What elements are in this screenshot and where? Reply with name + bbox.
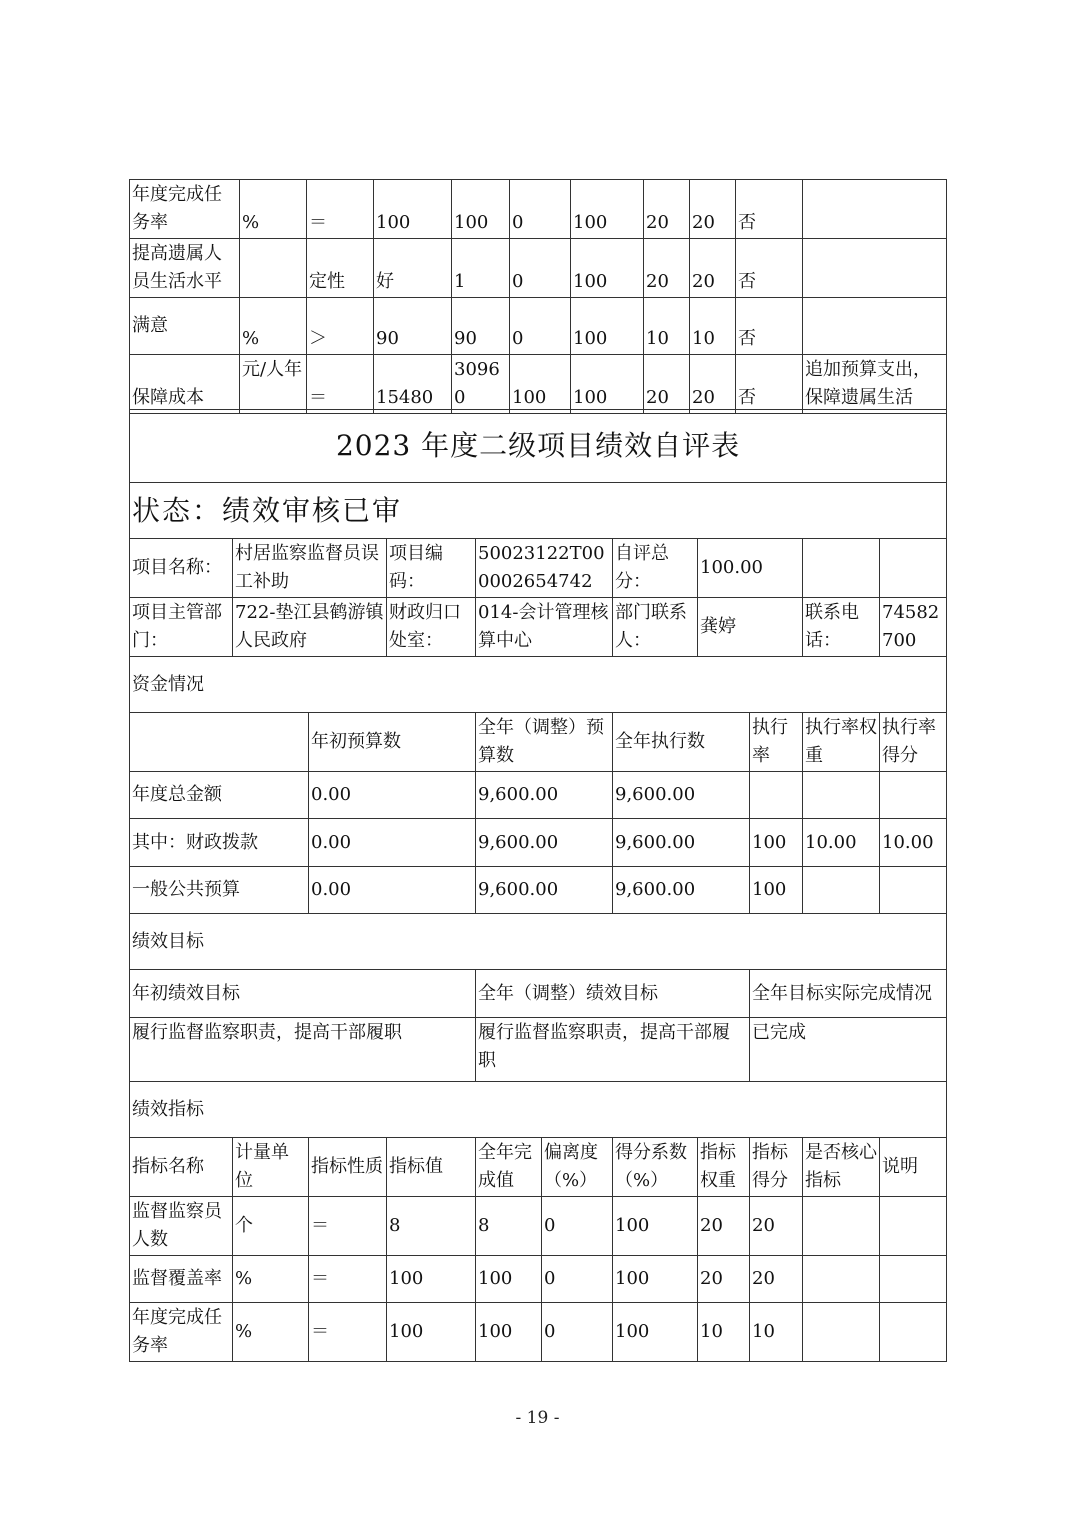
finance-office: 014-会计管理核算中心	[476, 598, 613, 657]
indicator-weight: 10	[644, 298, 690, 355]
header-indicator-name: 指标名称	[130, 1138, 233, 1197]
form-title: 2023 年度二级项目绩效自评表	[130, 410, 947, 483]
project-info-row	[130, 539, 947, 598]
indicator-coef: 100	[613, 1197, 698, 1256]
indicator-note: 追加预算支出，保障遗属生活	[803, 355, 947, 414]
indicator-core: 否	[736, 239, 803, 298]
indicator-weight: 20	[698, 1197, 750, 1256]
indicator-note	[880, 1256, 947, 1303]
initial-goal: 履行监督监察职责，提高干部履职	[130, 1018, 476, 1082]
indicator-score: 20	[690, 239, 736, 298]
indicator-deviation: 0	[510, 180, 571, 239]
funds-section-title: 资金情况	[130, 657, 947, 713]
finance-label: 财政归口处室：	[387, 598, 476, 657]
project-code-label: 项目编码：	[387, 539, 476, 598]
status-text: 状态：绩效审核已审	[130, 483, 947, 539]
project-name: 村居监察监督员误工补助	[233, 539, 387, 598]
indicator-nature: ＝	[307, 180, 374, 239]
funds-score: 10.00	[880, 819, 947, 867]
funds-executed: 9,600.00	[613, 867, 750, 914]
header-initial-budget: 年初预算数	[309, 713, 476, 772]
funds-row-label: 其中：财政拨款	[130, 819, 309, 867]
title-row	[130, 410, 947, 483]
funds-score	[880, 772, 947, 819]
indicator-unit: %	[233, 1256, 309, 1303]
indicator-note	[803, 239, 947, 298]
header-exec-rate: 执行率	[750, 713, 803, 772]
indicator-score: 20	[690, 355, 736, 414]
indicator-target: 8	[387, 1197, 476, 1256]
indicator-unit: %	[240, 298, 307, 355]
indicator-coef: 100	[613, 1303, 698, 1362]
funds-rate: 100	[750, 867, 803, 914]
indicator-coef: 100	[613, 1256, 698, 1303]
indicator-name: 保障成本	[130, 355, 240, 414]
dept: 722-垫江县鹤游镇人民政府	[233, 598, 387, 657]
header-note: 说明	[880, 1138, 947, 1197]
phone-number: 74582700	[880, 598, 947, 657]
indicator-target: 100	[387, 1303, 476, 1362]
indicators-header-row	[130, 1138, 947, 1197]
indicator-name: 监督覆盖率	[130, 1256, 233, 1303]
indicator-core: 否	[736, 298, 803, 355]
table-row	[130, 772, 947, 819]
header-weight: 指标权重	[698, 1138, 750, 1197]
header-actual-completion: 全年目标实际完成情况	[750, 970, 947, 1018]
funds-executed: 9,600.00	[613, 772, 750, 819]
dept-label: 项目主管部门：	[130, 598, 233, 657]
header-target: 指标值	[387, 1138, 476, 1197]
empty-cell	[880, 539, 947, 598]
table-row	[130, 1256, 947, 1303]
self-score-label: 自评总分：	[613, 539, 698, 598]
funds-initial: 0.00	[309, 819, 476, 867]
indicator-core	[803, 1256, 880, 1303]
indicator-core: 否	[736, 355, 803, 414]
funds-row-label: 一般公共预算	[130, 867, 309, 914]
indicator-target: 100	[374, 180, 452, 239]
department-info-row	[130, 598, 947, 657]
indicator-weight: 10	[698, 1303, 750, 1362]
table-row	[130, 1197, 947, 1256]
header-adjusted-budget: 全年（调整）预算数	[476, 713, 613, 772]
indicator-target: 15480	[374, 355, 452, 414]
funds-row-label: 年度总金额	[130, 772, 309, 819]
funds-weight: 10.00	[803, 819, 880, 867]
table-row	[130, 867, 947, 914]
funds-initial: 0.00	[309, 867, 476, 914]
indicator-name: 监督监察员人数	[130, 1197, 233, 1256]
indicator-deviation: 100	[510, 355, 571, 414]
indicator-score: 20	[690, 180, 736, 239]
phone-label: 联系电话：	[803, 598, 880, 657]
page-number: - 19 -	[515, 1408, 560, 1428]
indicator-deviation: 0	[510, 298, 571, 355]
indicator-core	[803, 1303, 880, 1362]
indicator-target: 90	[374, 298, 452, 355]
indicator-score: 10	[690, 298, 736, 355]
indicator-unit: %	[233, 1303, 309, 1362]
goals-header-row	[130, 970, 947, 1018]
section-row	[130, 657, 947, 713]
funds-adjusted: 9,600.00	[476, 819, 613, 867]
indicator-deviation: 0	[542, 1303, 613, 1362]
empty-cell	[130, 713, 309, 772]
indicator-target: 好	[374, 239, 452, 298]
indicator-note	[803, 298, 947, 355]
table-row	[130, 1303, 947, 1362]
header-unit: 计量单位	[233, 1138, 309, 1197]
funds-adjusted: 9,600.00	[476, 867, 613, 914]
indicator-weight: 20	[644, 180, 690, 239]
section-row	[130, 914, 947, 970]
indicator-actual: 90	[452, 298, 510, 355]
empty-cell	[803, 539, 880, 598]
indicator-name: 满意	[130, 298, 240, 355]
status-row	[130, 483, 947, 539]
indicator-score: 10	[750, 1303, 803, 1362]
funds-weight	[803, 772, 880, 819]
indicator-unit: 元/人年	[240, 355, 307, 414]
goals-section-title: 绩效目标	[130, 914, 947, 970]
indicator-unit: %	[240, 180, 307, 239]
indicator-unit: 个	[233, 1197, 309, 1256]
indicator-weight: 20	[644, 239, 690, 298]
table-row	[130, 355, 947, 414]
funds-score	[880, 867, 947, 914]
indicator-nature: ＝	[309, 1256, 387, 1303]
header-score: 指标得分	[750, 1138, 803, 1197]
table-row	[130, 180, 947, 239]
indicator-weight: 20	[644, 355, 690, 414]
header-core: 是否核心指标	[803, 1138, 880, 1197]
funds-executed: 9,600.00	[613, 819, 750, 867]
indicator-actual: 30960	[452, 355, 510, 414]
indicators-section-title: 绩效指标	[130, 1082, 947, 1138]
actual-completion: 已完成	[750, 1018, 947, 1082]
header-rate-weight: 执行率权重	[803, 713, 880, 772]
funds-adjusted: 9,600.00	[476, 772, 613, 819]
indicator-core	[803, 1197, 880, 1256]
self-score: 100.00	[698, 539, 803, 598]
indicator-coef: 100	[571, 180, 644, 239]
indicator-deviation: 0	[542, 1256, 613, 1303]
indicator-nature: 定性	[307, 239, 374, 298]
indicator-nature: ＝	[307, 355, 374, 414]
contact-label: 部门联系人：	[613, 598, 698, 657]
header-adjusted-goal: 全年（调整）绩效目标	[476, 970, 750, 1018]
funds-initial: 0.00	[309, 772, 476, 819]
table-row	[130, 298, 947, 355]
indicator-name: 提高遗属人员生活水平	[130, 239, 240, 298]
indicator-coef: 100	[571, 298, 644, 355]
funds-header-row	[130, 713, 947, 772]
header-nature: 指标性质	[309, 1138, 387, 1197]
indicator-nature: ＝	[309, 1303, 387, 1362]
contact-person: 龚婷	[698, 598, 803, 657]
indicator-deviation: 0	[510, 239, 571, 298]
project-name-label: 项目名称：	[130, 539, 233, 598]
indicator-target: 100	[387, 1256, 476, 1303]
header-executed: 全年执行数	[613, 713, 750, 772]
section-row	[130, 1082, 947, 1138]
funds-rate: 100	[750, 819, 803, 867]
indicator-core: 否	[736, 180, 803, 239]
indicator-nature: ＝	[309, 1197, 387, 1256]
indicator-actual: 100	[476, 1303, 542, 1362]
indicator-note	[803, 180, 947, 239]
header-deviation: 偏离度（%）	[542, 1138, 613, 1197]
indicator-note	[880, 1303, 947, 1362]
indicator-weight: 20	[698, 1256, 750, 1303]
indicator-name: 年度完成任务率	[130, 1303, 233, 1362]
continued-indicator-table	[129, 179, 947, 414]
adjusted-goal: 履行监督监察职责，提高干部履职	[476, 1018, 750, 1082]
indicator-score: 20	[750, 1256, 803, 1303]
indicator-deviation: 0	[542, 1197, 613, 1256]
project-code: 50023122T000002654742	[476, 539, 613, 598]
funds-weight	[803, 867, 880, 914]
header-actual: 全年完成值	[476, 1138, 542, 1197]
table-row	[130, 239, 947, 298]
self-evaluation-form	[129, 409, 947, 1362]
indicator-actual: 8	[476, 1197, 542, 1256]
indicator-name: 年度完成任务率	[130, 180, 240, 239]
indicator-coef: 100	[571, 355, 644, 414]
indicator-actual: 1	[452, 239, 510, 298]
table-row	[130, 819, 947, 867]
header-rate-score: 执行率得分	[880, 713, 947, 772]
indicator-actual: 100	[476, 1256, 542, 1303]
header-initial-goal: 年初绩效目标	[130, 970, 476, 1018]
goals-content-row	[130, 1018, 947, 1082]
indicator-actual: 100	[452, 180, 510, 239]
indicator-score: 20	[750, 1197, 803, 1256]
indicator-unit	[240, 239, 307, 298]
indicator-note	[880, 1197, 947, 1256]
indicator-coef: 100	[571, 239, 644, 298]
header-coef: 得分系数（%）	[613, 1138, 698, 1197]
funds-rate	[750, 772, 803, 819]
indicator-nature: ＞	[307, 298, 374, 355]
